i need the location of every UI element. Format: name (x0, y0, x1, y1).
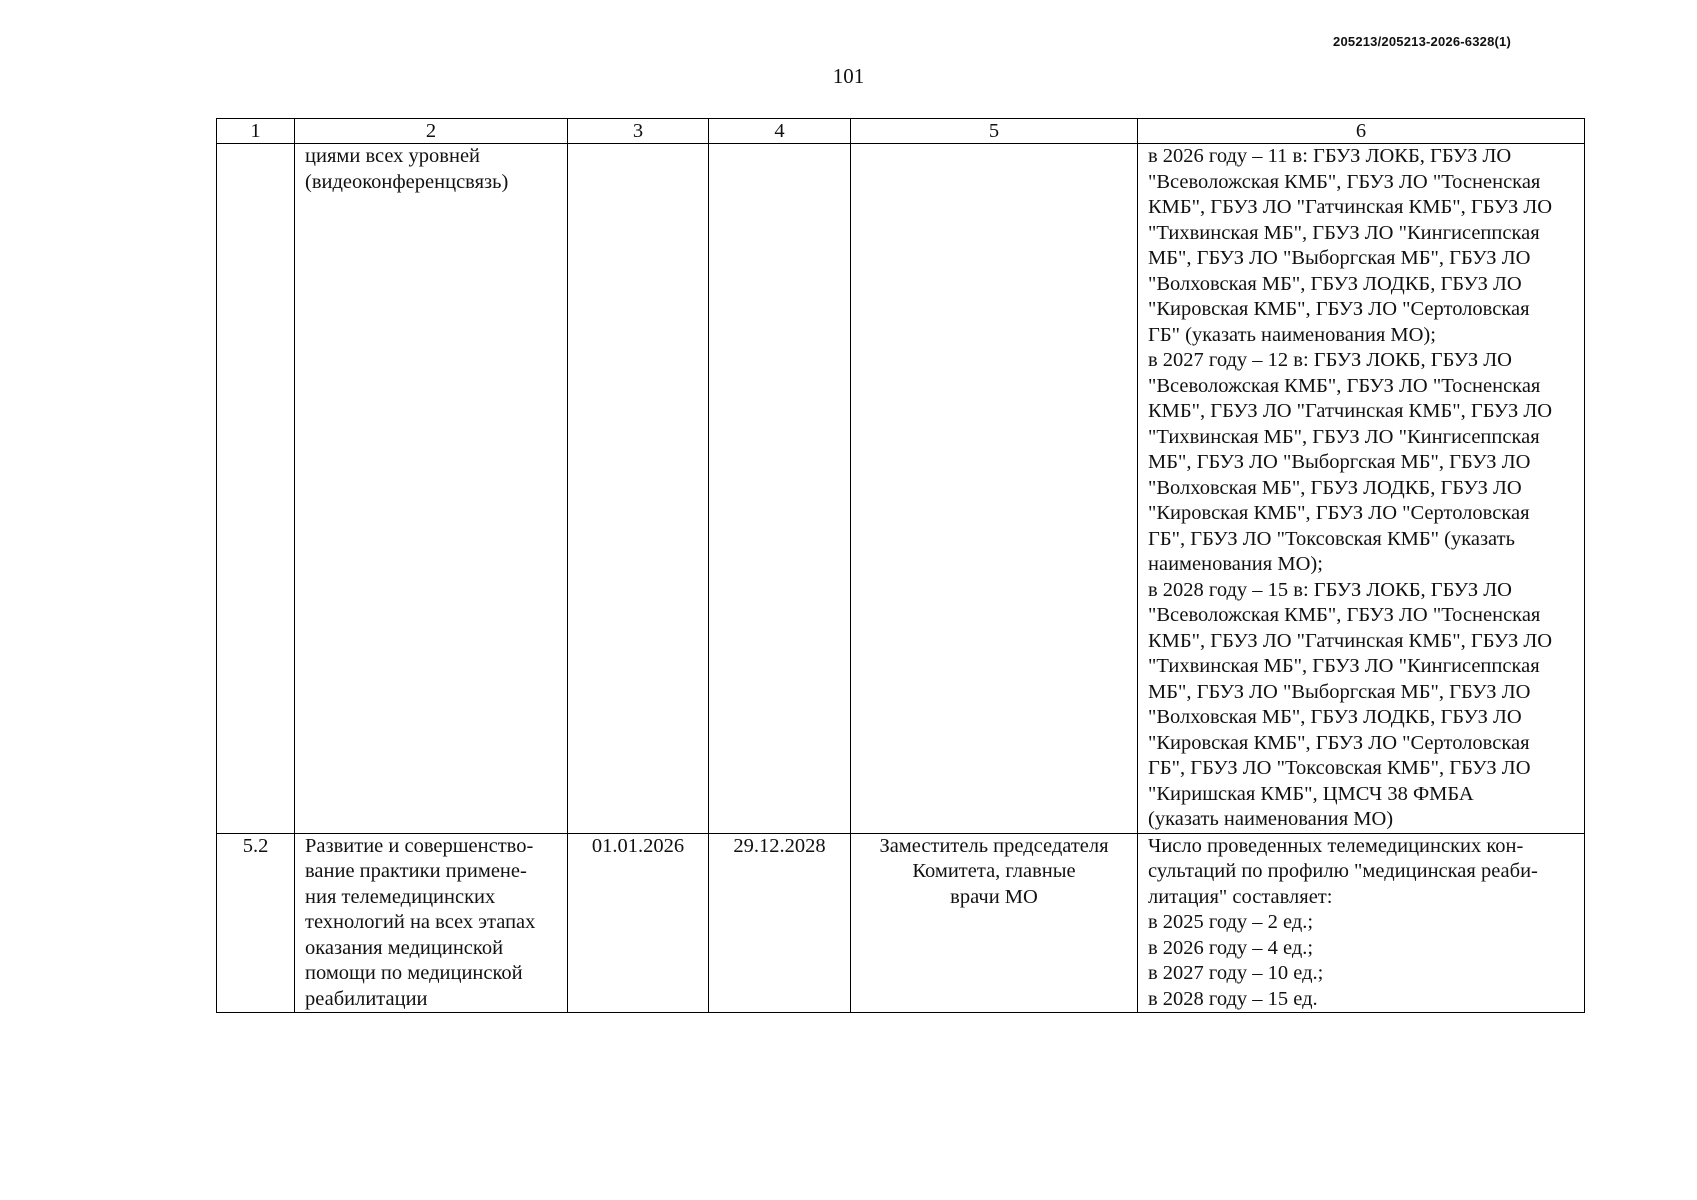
page-number: 101 (832, 64, 865, 88)
document-id: 205213/205213-2026-6328(1) (1333, 34, 1511, 49)
text-line: "Кировская КМБ", ГБУЗ ЛО "Сертоловская (1148, 502, 1530, 524)
end-date-cell: 29.12.2028 (709, 833, 851, 1013)
column-header: 6 (1138, 119, 1585, 144)
text-line: в 2026 году – 4 ед.; (1148, 936, 1314, 959)
table-row (217, 833, 1585, 1013)
end-date-cell (709, 144, 851, 834)
start-date-cell (568, 144, 709, 834)
text-line: КМБ", ГБУЗ ЛО "Гатчинская КМБ", ГБУЗ ЛО (1148, 196, 1553, 218)
text-line: циями всех уровней (305, 145, 481, 167)
text-line: "Кировская КМБ", ГБУЗ ЛО "Сертоловская (1148, 298, 1530, 320)
text-line: "Волховская МБ", ГБУЗ ЛОДКБ, ГБУЗ ЛО (1148, 476, 1522, 499)
text-line: "Киришская КМБ", ЦМСЧ 38 ФМБА (1148, 782, 1474, 805)
text-line: литация" составляет: (1148, 885, 1333, 908)
text-line: "Всеволожская КМБ", ГБУЗ ЛО "Тосненская (1148, 170, 1541, 193)
text-line: оказания медицинской (305, 936, 504, 959)
column-header: 4 (709, 119, 851, 144)
indicator-cell (1138, 144, 1585, 834)
text-line: Развитие и совершенство- (305, 834, 534, 857)
text-line: ния телемедицинских (305, 885, 496, 908)
text-line: ГБ", ГБУЗ ЛО "Токсовская КМБ" (указать (1148, 527, 1515, 550)
text-line: Число проведенных телемедицинских кон- (1148, 834, 1524, 857)
activity-cell (295, 144, 568, 834)
text-line: "Тихвинская МБ", ГБУЗ ЛО "Кингисеппская (1148, 221, 1540, 244)
text-line: технологий на всех этапах (305, 911, 536, 933)
text-line: сультаций по профилю "медицинская реаби- (1148, 860, 1538, 882)
responsible-cell (851, 144, 1138, 834)
text-line: наименования МО); (1148, 553, 1323, 575)
text-line: "Всеволожская КМБ", ГБУЗ ЛО "Тосненская (1148, 374, 1541, 397)
text-line: в 2028 году – 15 ед. (1148, 987, 1318, 1010)
text-line: помощи по медицинской (305, 962, 523, 984)
text-line: вание практики примене- (305, 860, 527, 882)
start-date-cell: 01.01.2026 (568, 833, 709, 1013)
text-line: ГБ", ГБУЗ ЛО "Токсовская КМБ", ГБУЗ ЛО (1148, 757, 1531, 779)
text-line: (видеоконференцсвязь) (305, 170, 509, 193)
text-line: "Кировская КМБ", ГБУЗ ЛО "Сертоловская (1148, 731, 1530, 754)
text-line: в 2028 году – 15 в: ГБУЗ ЛОКБ, ГБУЗ ЛО (1148, 578, 1512, 601)
indicator-cell (1138, 833, 1585, 1013)
column-header: 1 (217, 119, 295, 144)
plan-table (216, 118, 1585, 1013)
text-line: (указать наименования МО) (1148, 808, 1394, 830)
text-line: "Тихвинская МБ", ГБУЗ ЛО "Кингисеппская (1148, 425, 1540, 448)
text-line: МБ", ГБУЗ ЛО "Выборгская МБ", ГБУЗ ЛО (1148, 680, 1531, 703)
text-line: КМБ", ГБУЗ ЛО "Гатчинская КМБ", ГБУЗ ЛО (1148, 400, 1553, 422)
table-row (217, 144, 1585, 834)
text-line: врачи МО (950, 885, 1038, 908)
text-line: Комитета, главные (912, 860, 1076, 882)
text-line: МБ", ГБУЗ ЛО "Выборгская МБ", ГБУЗ ЛО (1148, 247, 1531, 269)
text-line: Заместитель председателя (879, 834, 1109, 857)
text-line: "Волховская МБ", ГБУЗ ЛОДКБ, ГБУЗ ЛО (1148, 272, 1522, 295)
text-line: в 2027 году – 12 в: ГБУЗ ЛОКБ, ГБУЗ ЛО (1148, 349, 1512, 371)
responsible-cell (851, 833, 1138, 1013)
text-line: реабилитации (305, 987, 428, 1010)
column-header: 5 (851, 119, 1138, 144)
text-line: "Всеволожская КМБ", ГБУЗ ЛО "Тосненская (1148, 604, 1541, 626)
text-line: в 2027 году – 10 ед.; (1148, 962, 1324, 984)
column-number-row (217, 119, 1585, 144)
text-line: ГБ" (указать наименования МО); (1148, 323, 1436, 346)
text-line: "Тихвинская МБ", ГБУЗ ЛО "Кингисеппская (1148, 655, 1540, 677)
text-line: в 2026 году – 11 в: ГБУЗ ЛОКБ, ГБУЗ ЛО (1148, 145, 1512, 167)
text-line: КМБ", ГБУЗ ЛО "Гатчинская КМБ", ГБУЗ ЛО (1148, 629, 1553, 652)
text-line: МБ", ГБУЗ ЛО "Выборгская МБ", ГБУЗ ЛО (1148, 451, 1531, 473)
column-header: 2 (295, 119, 568, 144)
text-line: "Волховская МБ", ГБУЗ ЛОДКБ, ГБУЗ ЛО (1148, 706, 1522, 728)
text-line: в 2025 году – 2 ед.; (1148, 911, 1314, 933)
activity-cell (295, 833, 568, 1013)
row-number-cell (217, 144, 295, 834)
column-header: 3 (568, 119, 709, 144)
row-number-cell: 5.2 (217, 833, 295, 1013)
